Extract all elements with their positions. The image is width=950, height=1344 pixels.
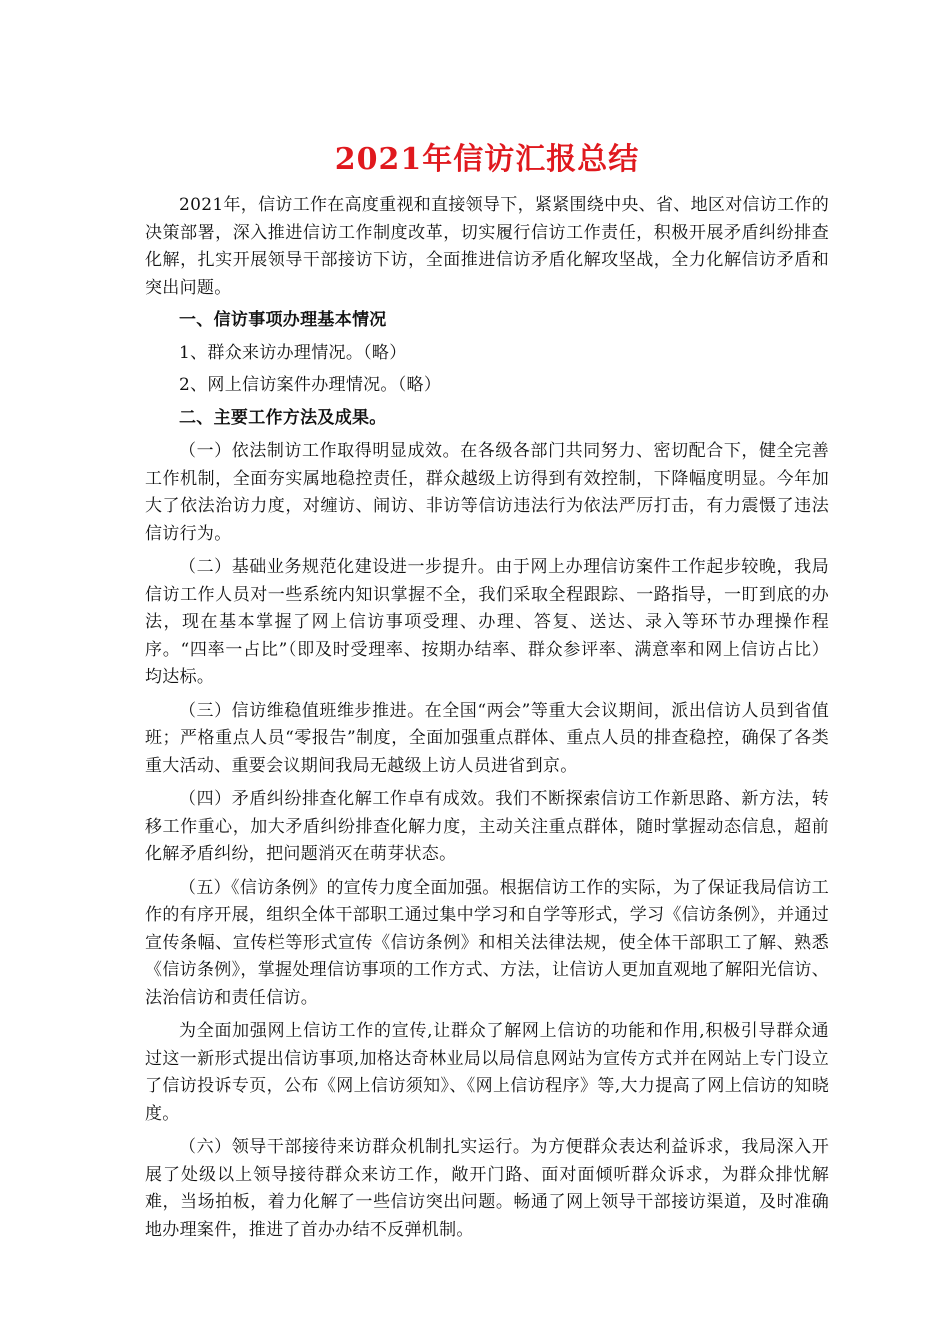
- section2-paragraph-3: （三）信访维稳值班维步推进。在全国“两会”等重大会议期间，派出信访人员到省值班；严格重点人员“零报告”制度，全面加强重点群体、重点人员的排查稳控，确保了各类重大活动、重要会议期间我局无越级上访人员进省到京。: [145, 700, 829, 776]
- section2-paragraph-7: （六）领导干部接待来访群众机制扎实运行。为方便群众表达利益诉求，我局深入开展了处级以上领导接待群众来访工作，敞开门路、面对面倾听群众诉求，为群众排忧解难，当场拍板，着力化解了一些信访突出问题。畅通了网上领导干部接访渠道，及时准确地办理案件，推进了首办办结不反弹机制。: [145, 1137, 829, 1240]
- intro-paragraph: 2021年，信访工作在高度重视和直接领导下，紧紧围绕中央、省、地区对信访工作的决策部署，深入推进信访工作制度改革，切实履行信访工作责任，积极开展矛盾纠纷排查化解，扎实开展领导干部接访下访，全面推进信访矛盾化解攻坚战，全力化解信访矛盾和突出问题。: [145, 195, 829, 298]
- section1-heading: 一、信访事项办理基本情况: [179, 310, 387, 330]
- document-page: [145, 138, 829, 1244]
- section2-paragraph-1: （一）依法制访工作取得明显成效。在各级各部门共同努力、密切配合下，健全完善工作机制，全面夯实属地稳控责任，群众越级上访得到有效控制，下降幅度明显。今年加大了依法治访力度，对缠访、闹访、非访等信访违法行为依法严厉打击，有力震慑了违法信访行为。: [145, 441, 829, 544]
- section2-paragraph-5: （五）《信访条例》的宣传力度全面加强。根据信访工作的实际，为了保证我局信访工作的有序开展，组织全体干部职工通过集中学习和自学等形式，学习《信访条例》，并通过宣传条幅、宣传栏等形式宣传《信访条例》和相关法律法规，使全体干部职工了解、熟悉《信访条例》，掌握处理信访事项的工作方式、方法，让信访人更加直观地了解阳光信访、法治信访和责任信访。: [145, 877, 829, 1008]
- section2-paragraph-2: （二）基础业务规范化建设进一步提升。由于网上办理信访案件工作起步较晚，我局信访工作人员对一些系统内知识掌握不全，我们采取全程跟踪、一路指导，一盯到底的办法，现在基本掌握了网上信访事项受理、办理、答复、送达、录入等环节办理操作程序。“四率一占比”（即及时受理率、按期办结率、群众参评率、满意率和网上信访占比）均达标。: [145, 557, 829, 687]
- section1-item-1: 1、群众来访办理情况。（略）: [179, 342, 407, 363]
- section2-paragraph-6: 为全面加强网上信访工作的宣传,让群众了解网上信访的功能和作用,积极引导群众通过这一新形式提出信访事项,加格达奇林业局以局信息网站为宣传方式并在网站上专门设立了信访投诉专页，公布《网上信访须知》、《网上信访程序》等,大力提高了网上信访的知晓度。: [145, 1021, 829, 1124]
- section2-heading: 二、主要工作方法及成果。: [179, 407, 387, 428]
- section1-item-2: 2、网上信访案件办理情况。（略）: [179, 375, 442, 395]
- section2-paragraph-4: （四）矛盾纠纷排查化解工作卓有成效。我们不断探索信访工作新思路、新方法，转移工作重心，加大矛盾纠纷排查化解力度，主动关注重点群体，随时掌握动态信息，超前化解矛盾纠纷，把问题消灭在萌芽状态。: [145, 789, 829, 864]
- document-title: 2021年信访汇报总结: [334, 142, 640, 177]
